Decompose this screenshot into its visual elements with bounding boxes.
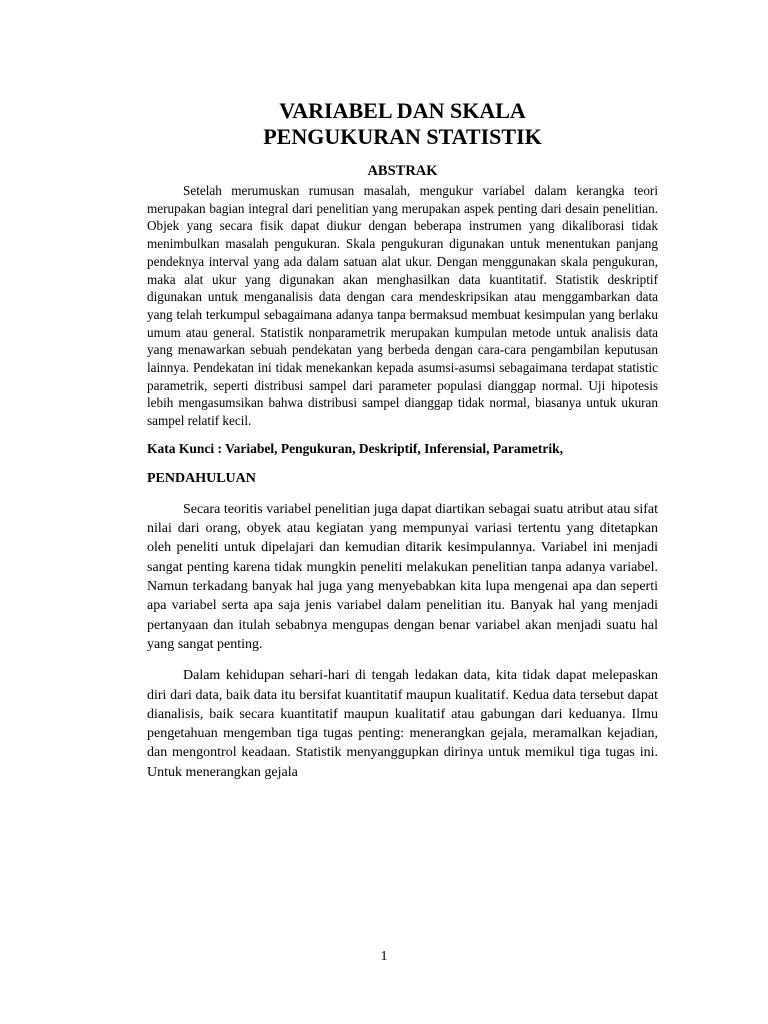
document-title bbox=[147, 98, 658, 150]
section-heading: PENDAHULUAN bbox=[147, 470, 256, 486]
title-line-1: VARIABEL DAN SKALA bbox=[279, 98, 526, 123]
abstract-body: Setelah merumuskan rumusan masalah, mengukur variabel dalam kerangka teori merupakan bagian integral dari penelitian yang merupakan aspek penting dari desain penelitian. Objek yang secara fisik dapat diukur dengan beberapa instrumen yang dikaliborasi tidak menimbulkan masalah pengukuran. Skala pengukuran digunakan untuk menentukan panjang pendeknya interval yang ada dalam satuan alat ukur. Dengan menggunakan skala pengukuran, maka alat ukur yang digunakan akan menghasilkan data kuantitatif. Statistik deskriptif digunakan untuk menganalisis data dengan cara mendeskripsikan atau menggambarkan data yang telah terkumpul sebagaimana adanya tanpa bermaksud membuat kesimpulan yang berlaku umum atau general. Statistik nonparametrik merupakan kumpulan metode untuk analisis data yang menawarkan sebuah pendekatan yang berbeda dengan cara-cara pengambilan keputusan lainnya. Pendekatan ini tidak menekankan kepada asumsi-asumsi sebagaimana terdapat statistic parametrik, seperti distribusi sampel dari parameter populasi dianggap normal. Uji hipotesis lebih mengasumsikan bahwa distribusi sampel dianggap tidak normal, biasanya untuk ukuran sampel relatif kecil. bbox=[147, 183, 658, 429]
keywords: Kata Kunci : Variabel, Pengukuran, Deskriptif, Inferensial, Parametrik, bbox=[147, 440, 564, 456]
abstract-heading: ABSTRAK bbox=[367, 163, 438, 179]
title-line-2: PENGUKURAN STATISTIK bbox=[263, 124, 542, 149]
page-number: 1 bbox=[380, 949, 388, 964]
page-content bbox=[147, 98, 658, 782]
paragraph-2: Dalam kehidupan sehari-hari di tengah ledakan data, kita tidak dapat melepaskan diri dari data, baik data itu bersifat kuantitatif maupun kualitatif. Kedua data tersebut dapat dianalisis, baik secara kuantitatif maupun kualitatif atau gabungan dari keduanya. Ilmu pengetahuan mengemban tiga tugas penting: menerangkan gejala, meramalkan kejadian, dan mengontrol keadaan. Statistik menyanggupkan dirinya untuk memikul tiga tugas ini. Untuk menerangkan gejala bbox=[147, 668, 658, 780]
paragraph-1: Secara teoritis variabel penelitian juga dapat diartikan sebagai suatu atribut atau sifat nilai dari orang, obyek atau kegiatan yang mempunyai variasi tertentu yang ditetapkan oleh peneliti untuk dipelajari dan kemudian ditarik kesimpulannya. Variabel ini menjadi sangat penting karena tidak mungkin peneliti melakukan penelitian tanpa adanya variabel. Namun terkadang banyak hal juga yang menyebabkan kita lupa mengenai apa dan seperti apa variabel serta apa saja jenis variabel dalam penelitian itu. Banyak hal yang menjadi pertanyaan dan itulah sebabnya mengupas dengan benar variabel akan menjadi suatu hal yang sangat penting. bbox=[147, 501, 658, 652]
